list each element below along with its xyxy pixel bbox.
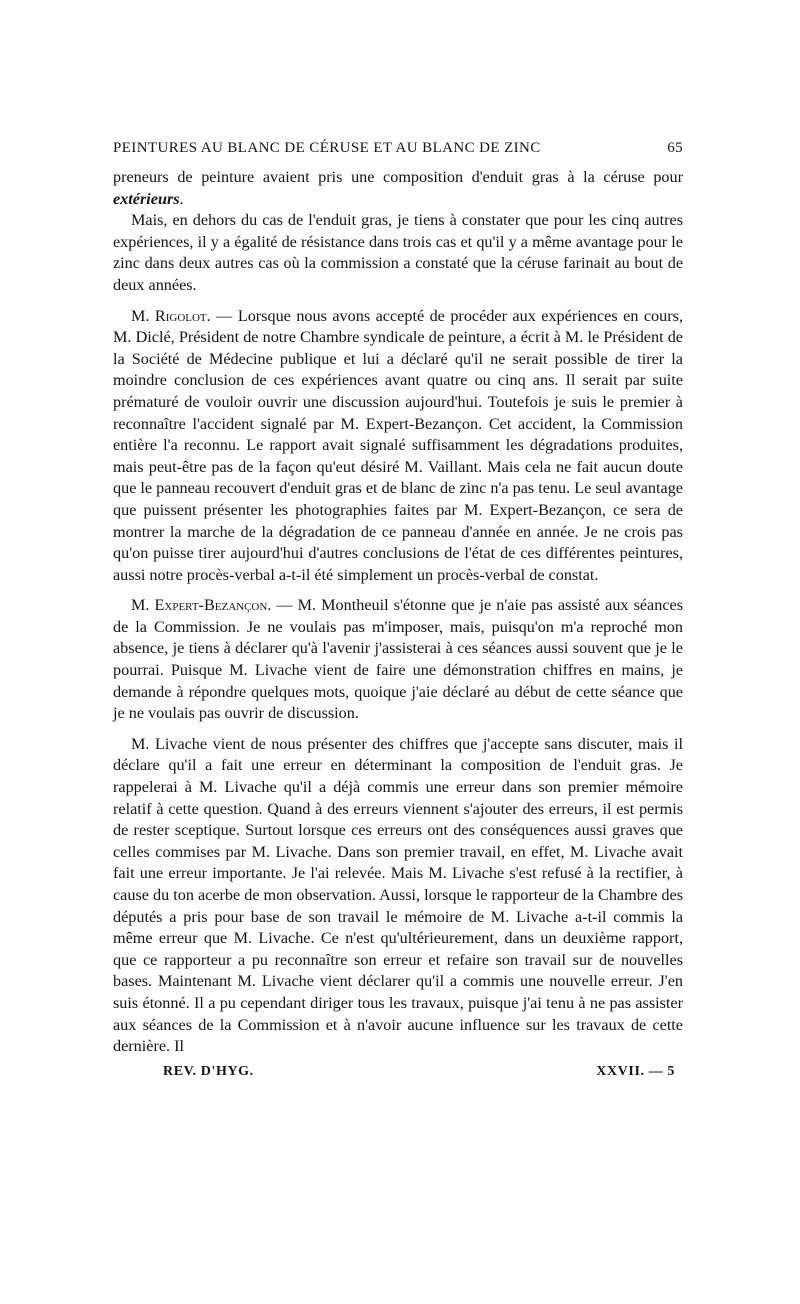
running-title: PEINTURES AU BLANC DE CÉRUSE ET AU BLANC DE ZINC xyxy=(113,140,541,156)
paragraph-text: preneurs de peinture avaient pris une composition d'enduit gras à la céruse pour xyxy=(113,168,683,186)
speaker-name: M. Rigolot. xyxy=(131,306,211,325)
volume-signature: XXVII. — 5 xyxy=(596,1063,675,1079)
speaker-name: M. Expert-Bezançon. xyxy=(131,596,272,615)
paragraph-continuation xyxy=(113,167,683,210)
journal-signature: REV. D'HYG. xyxy=(163,1063,254,1079)
paragraph-speech xyxy=(113,595,683,725)
speech-text: — Lorsque nous avons accepté de procéder aux expériences en cours, M. Diclé, Président de notre Chambre syndicale de peinture, a écrit à M. le Président de la Société de Médecine publique et lui a déclaré qu'il ne serait possible de tirer la moindre conclusion de ces expériences avant quatre ou cinq ans. Il serait par suite prématuré de vouloir ouvrir une discussion aujourd'hui. Toutefois je suis le premier à reconnaître l'accident signalé par M. Expert-Bezançon. Cet accident, la Commission entière l'a reconnu. Le rapport avait signalé suffisamment les dégradations produites, mais peut-être pas de la façon qu'eut désiré M. Vaillant. Mais cela ne fait aucun doute que le panneau recouvert d'enduit gras et de blanc de zinc n'a pas tenu. Le seul avantage que puissent présenter les photographies faites par M. Expert-Bezançon, ce sera de montrer la marche de la dégradation de ce panneau d'année en année. Je ne crois pas qu'on puisse tirer aujourd'hui d'autres conclusions de l'état de ces différentes peintures, aussi notre procès-verbal a-t-il été simplement un procès-verbal de constat. xyxy=(113,306,683,584)
speech-text: — M. Montheuil s'étonne que je n'aie pas assisté aux séances de la Commission. Je ne voulais pas m'imposer, mais, puisqu'on m'a reproché mon absence, je tiens à déclarer qu'à l'avenir j'assisterai à ces séances aussi souvent que je le pourrai. Puisque M. Livache vient de faire une démonstration chiffres en mains, je demande à répondre quelques mots, quoique j'aie déclaré au début de cette séance que je ne voulais pas ouvrir de discussion. xyxy=(113,596,684,723)
running-head xyxy=(113,140,683,157)
document-page xyxy=(113,140,683,1080)
page-footer xyxy=(113,1064,683,1080)
paragraph: M. Livache vient de nous présenter des chiffres que j'accepte sans discuter, mais il déclare qu'il a fait une erreur en déterminant la composition de l'enduit gras. Je rappelerai à M. Livache qu'il a déjà commis une erreur dans son premier mémoire relatif à cette question. Quand à des erreurs viennent s'ajouter des erreurs, il est permis de rester sceptique. Surtout lorsque ces erreurs ont des conséquences aussi graves que celles commises par M. Livache. Dans son premier travail, en effet, M. Livache avait fait une erreur importante. Je l'ai relevée. Mais M. Livache s'est refusé à la rectifier, à cause du ton acerbe de mon observation. Aussi, lorsque le rapporteur de la Chambre des députés a pris pour base de son travail le mémoire de M. Livache a-t-il commis la même erreur que M. Livache. Ce n'est qu'ultérieurement, dans un deuxième rapport, que ce rapporteur a pu reconnaître son erreur et refaire son travail sur de nouvelles bases. Maintenant M. Livache vient déclarer qu'il a commis une nouvelle erreur. J'en suis étonné. Il a pu cependant diriger tous les travaux, puisque j'ai tenu à ne pas assister aux séances de la Commission et à n'avoir aucune influence sur les travaux de cette dernière. Il xyxy=(113,734,683,1056)
paragraph-speech xyxy=(113,306,683,587)
page-number: 65 xyxy=(667,140,683,156)
emphasis-text: extérieurs xyxy=(113,189,180,208)
paragraph-text: . xyxy=(179,189,184,208)
paragraph: Mais, en dehors du cas de l'enduit gras, je tiens à constater que pour les cinq autres expériences, il y a égalité de résistance dans trois cas et qu'il y a même avantage pour le zinc dans deux autres cas où la commission a constaté que la céruse farinait au bout de deux années. xyxy=(113,211,683,294)
